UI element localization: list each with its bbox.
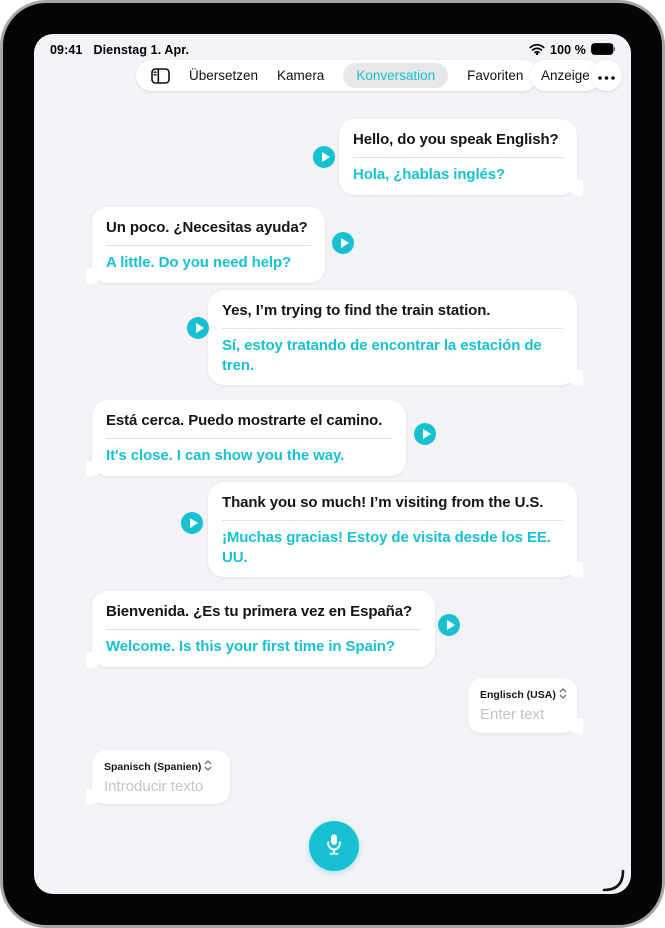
message-translation-text: It's close. I can show you the way. <box>106 446 345 464</box>
target-language-label: Englisch (USA) <box>480 689 556 701</box>
battery-icon <box>591 43 616 58</box>
message-divider <box>106 438 392 439</box>
message-source-text: Bienvenida. ¿Es tu primera vez en España? <box>106 603 413 620</box>
tab-bar <box>136 60 538 91</box>
message-source-text: Un poco. ¿Necesitas ayuda? <box>106 219 308 236</box>
chevron-up-down-icon <box>204 760 212 774</box>
message-source-text: Yes, I’m trying to find the train station. <box>222 302 491 319</box>
chevron-up-down-icon <box>559 688 567 702</box>
play-button[interactable] <box>414 423 436 445</box>
message-divider <box>222 328 563 329</box>
tab-konversation[interactable]: Konversation <box>343 63 448 88</box>
message-translation-text: ¡Muchas gracias! Estoy de visita desde los EE. UU. <box>222 528 551 566</box>
source-language-input-box <box>92 750 230 804</box>
battery-percentage: 100 % <box>550 43 586 57</box>
message-divider <box>222 520 563 521</box>
play-button[interactable] <box>181 512 203 534</box>
message-divider <box>353 157 563 158</box>
message-translation-text: Hola, ¿hablas inglés? <box>353 165 506 183</box>
source-language-selector[interactable] <box>104 760 218 774</box>
play-button[interactable] <box>332 232 354 254</box>
microphone-icon <box>321 831 347 862</box>
message-bubble[interactable] <box>92 400 406 476</box>
play-button[interactable] <box>313 146 335 168</box>
mic-button[interactable] <box>309 821 359 871</box>
tab-favoriten[interactable]: Favoriten <box>467 68 524 83</box>
play-button[interactable] <box>187 317 209 339</box>
source-text-input[interactable] <box>104 778 218 795</box>
status-time: 09:41 <box>50 43 83 57</box>
ellipsis-icon <box>598 67 615 85</box>
source-language-label: Spanisch (Spanien) <box>104 761 202 773</box>
play-icon <box>196 323 204 333</box>
message-bubble[interactable] <box>208 290 577 385</box>
status-date: Dienstag 1. Apr. <box>93 43 190 57</box>
message-source-text: Thank you so much! I’m visiting from the U.S. <box>222 494 544 511</box>
tab-kamera[interactable]: Kamera <box>277 68 325 83</box>
play-icon <box>423 429 431 439</box>
target-language-input-box <box>468 678 577 733</box>
message-translation-text: Welcome. Is this your first time in Spain? <box>106 637 395 655</box>
message-bubble[interactable] <box>92 591 435 667</box>
play-icon <box>190 518 198 528</box>
play-icon <box>447 620 455 630</box>
message-translation-text: Sí, estoy tratando de encontrar la estación de tren. <box>222 336 542 374</box>
message-bubble[interactable] <box>92 207 325 283</box>
target-text-input[interactable] <box>480 706 565 723</box>
corner-swipe-indicator <box>600 866 628 894</box>
play-icon <box>322 152 330 162</box>
more-button[interactable] <box>591 60 622 91</box>
message-source-text: Hello, do you speak English? <box>353 131 559 148</box>
play-button[interactable] <box>438 614 460 636</box>
tab-uebersetzen[interactable]: Übersetzen <box>189 68 259 83</box>
message-divider <box>106 629 421 630</box>
message-translation-text: A little. Do you need help? <box>106 253 292 271</box>
sidebar-toggle-button[interactable] <box>151 68 170 84</box>
message-source-text: Está cerca. Puedo mostrarte el camino. <box>106 412 383 429</box>
anzeige-button[interactable]: Anzeige <box>530 60 601 91</box>
app-screen <box>34 34 631 894</box>
play-icon <box>341 238 349 248</box>
wifi-icon <box>529 43 545 58</box>
message-divider <box>106 245 311 246</box>
message-bubble[interactable] <box>208 482 577 577</box>
status-bar <box>50 42 616 58</box>
message-bubble[interactable] <box>339 119 577 195</box>
target-language-selector[interactable] <box>480 688 565 702</box>
